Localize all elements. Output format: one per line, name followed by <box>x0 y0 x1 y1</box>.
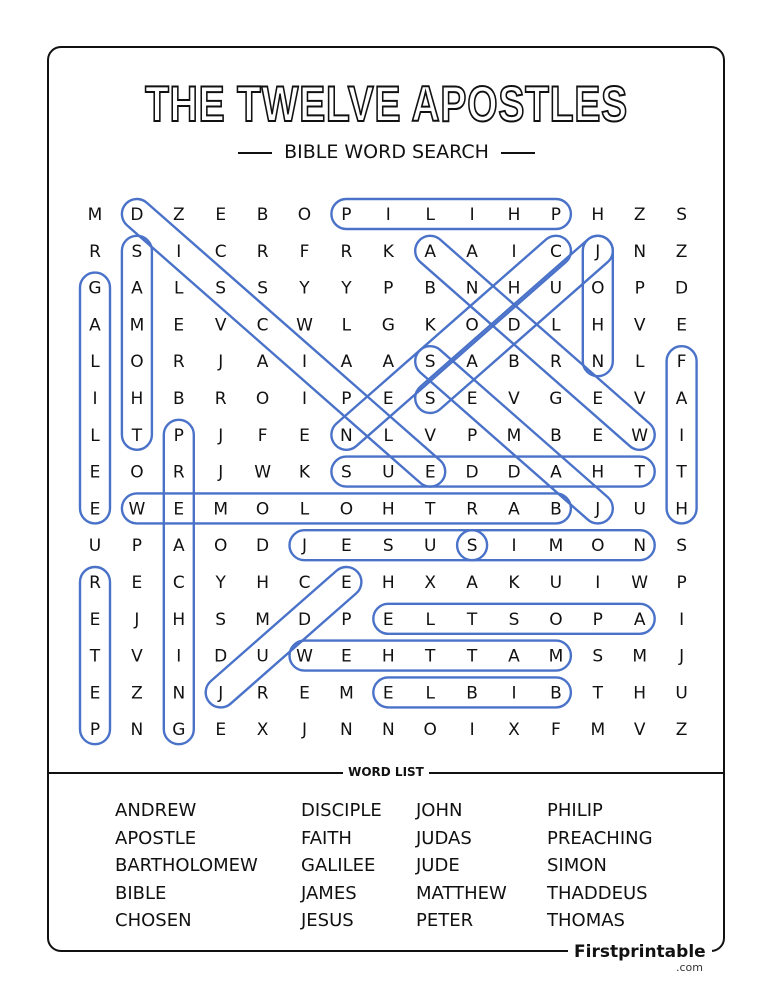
grid-letter[interactable]: H <box>172 609 186 630</box>
grid-letter[interactable]: J <box>218 462 224 483</box>
grid-letter[interactable]: W <box>128 499 146 520</box>
word-list-item: MATTHEW <box>416 882 507 904</box>
grid-letter[interactable]: H <box>591 462 605 483</box>
grid-letter[interactable]: X <box>256 720 269 741</box>
grid-letter[interactable]: S <box>341 462 352 483</box>
word-list-item: BIBLE <box>115 882 167 904</box>
grid-letter[interactable]: I <box>176 241 182 262</box>
grid-letter[interactable]: H <box>256 573 269 593</box>
grid-letter[interactable]: L <box>634 352 645 373</box>
found-word-capsule-thaddeus <box>331 457 654 487</box>
grid-letter[interactable]: R <box>89 573 101 593</box>
grid-letter[interactable]: D <box>507 315 521 336</box>
grid-letter[interactable]: O <box>297 205 312 225</box>
grid-letter[interactable]: A <box>382 352 395 373</box>
grid-letter[interactable]: P <box>341 609 352 630</box>
grid-letter[interactable]: K <box>382 241 394 262</box>
grid-letter[interactable]: I <box>511 241 517 262</box>
grid-letter[interactable]: N <box>340 425 353 446</box>
grid-letter[interactable]: R <box>214 389 227 409</box>
grid-letter[interactable]: L <box>90 352 100 373</box>
grid-letter[interactable]: Z <box>633 205 646 225</box>
grid-letter[interactable]: V <box>633 389 646 409</box>
grid-letter[interactable]: V <box>508 389 520 409</box>
grid-letter[interactable]: W <box>254 462 272 483</box>
grid-letter[interactable]: J <box>218 425 224 446</box>
grid-letter[interactable]: J <box>134 609 140 630</box>
grid-letter[interactable]: O <box>255 499 270 520</box>
grid-letter[interactable]: F <box>257 425 268 446</box>
grid-letter[interactable]: L <box>299 499 310 520</box>
grid-letter[interactable]: S <box>466 536 478 557</box>
grid-letter[interactable]: B <box>256 205 269 225</box>
grid-letter[interactable]: B <box>424 278 437 299</box>
grid-letter[interactable]: R <box>172 462 185 483</box>
grid-letter[interactable]: D <box>465 462 479 483</box>
grid-letter[interactable]: I <box>385 205 391 225</box>
grid-letter[interactable]: P <box>131 536 143 557</box>
grid-letter[interactable]: E <box>341 573 352 593</box>
grid-letter[interactable]: V <box>633 315 646 336</box>
grid-letter[interactable]: S <box>676 205 687 225</box>
grid-letter[interactable]: H <box>381 646 395 667</box>
grid-letter[interactable]: S <box>508 609 520 630</box>
grid-letter[interactable]: M <box>590 720 606 741</box>
grid-letter[interactable]: F <box>676 352 687 373</box>
grid-letter[interactable]: R <box>172 352 185 373</box>
grid-letter[interactable]: O <box>130 462 144 483</box>
grid-letter[interactable]: S <box>424 389 436 409</box>
grid-letter[interactable]: M <box>339 683 354 704</box>
grid-letter[interactable]: N <box>130 720 144 741</box>
grid-letter[interactable]: M <box>213 499 229 520</box>
word-list-item: DISCIPLE <box>301 800 382 821</box>
grid-letter[interactable]: D <box>214 646 228 667</box>
grid-letter[interactable]: B <box>172 389 185 409</box>
grid-letter[interactable]: V <box>131 646 143 667</box>
found-word-capsule-chosen <box>325 230 577 456</box>
grid-letter[interactable]: I <box>301 389 308 409</box>
grid-letter[interactable]: T <box>676 462 687 483</box>
grid-letter[interactable]: M <box>548 646 564 667</box>
grid-letter[interactable]: I <box>679 609 685 630</box>
grid-letter[interactable]: E <box>676 315 687 336</box>
grid-letter[interactable]: P <box>592 609 603 630</box>
grid-letter[interactable]: E <box>299 683 310 704</box>
grid-letter[interactable]: E <box>89 462 101 483</box>
word-list-item: PREACHING <box>547 827 653 849</box>
grid-letter[interactable]: T <box>466 609 478 630</box>
grid-letter[interactable]: R <box>340 241 353 262</box>
grid-letter[interactable]: D <box>256 536 270 557</box>
grid-letter[interactable]: U <box>633 499 646 520</box>
grid-letter[interactable]: D <box>507 462 521 483</box>
grid-letter[interactable]: W <box>296 315 313 336</box>
grid-letter[interactable]: I <box>469 205 475 225</box>
grid-letter[interactable]: R <box>256 683 269 704</box>
grid-letter[interactable]: E <box>173 315 185 336</box>
word-list-item: JESUS <box>301 910 354 931</box>
grid-letter[interactable]: J <box>301 720 308 741</box>
word-list-label: WORD LIST <box>343 765 429 779</box>
grid-letter[interactable]: J <box>595 241 601 262</box>
grid-letter[interactable]: N <box>172 683 186 704</box>
grid-letter[interactable]: C <box>172 573 185 593</box>
grid-letter[interactable]: F <box>551 720 561 741</box>
found-word-capsule-andrew <box>409 230 661 456</box>
word-list-divider <box>47 765 725 779</box>
grid-letter[interactable]: S <box>215 609 227 630</box>
found-word-capsule-philip <box>331 199 571 229</box>
grid-letter[interactable]: J <box>218 683 224 704</box>
word-list-item: JUDE <box>416 855 460 876</box>
grid-letter[interactable]: L <box>425 609 435 630</box>
grid-letter[interactable]: P <box>173 425 184 446</box>
grid-letter[interactable]: P <box>634 278 645 299</box>
grid-letter[interactable]: H <box>675 499 688 520</box>
grid-letter[interactable]: E <box>592 389 604 409</box>
grid-letter[interactable]: F <box>299 241 310 262</box>
grid-letter[interactable]: I <box>176 646 182 667</box>
grid-letter[interactable]: C <box>549 241 562 262</box>
word-list-item: JUDAS <box>416 827 472 849</box>
grid-letter[interactable]: N <box>591 352 605 373</box>
grid-letter[interactable]: I <box>469 720 475 741</box>
grid-letter[interactable]: V <box>424 425 437 446</box>
grid-letter[interactable]: B <box>508 352 520 373</box>
grid-letter[interactable]: B <box>466 683 478 704</box>
grid-letter[interactable]: J <box>218 352 224 373</box>
grid-letter[interactable]: H <box>130 389 144 409</box>
grid-letter[interactable]: A <box>508 646 520 667</box>
grid-letter[interactable]: Z <box>131 683 143 704</box>
grid-letter[interactable]: A <box>256 352 269 373</box>
grid-letter[interactable]: E <box>215 205 227 225</box>
grid-letter[interactable]: B <box>550 499 562 520</box>
word-list-item: PHILIP <box>547 800 603 821</box>
grid-letter[interactable]: O <box>591 536 605 557</box>
word-list-item: BARTHOLOMEW <box>115 855 258 876</box>
found-word-capsule-disciple <box>116 193 452 493</box>
grid-letter[interactable]: T <box>425 646 436 667</box>
grid-letter[interactable]: L <box>341 315 352 336</box>
grid-letter[interactable]: E <box>89 683 101 704</box>
word-list-column <box>115 797 258 935</box>
grid-letter[interactable]: W <box>631 573 649 593</box>
grid-letter[interactable]: P <box>676 573 687 593</box>
grid-letter[interactable]: A <box>466 241 478 262</box>
grid-letter[interactable]: R <box>466 499 479 520</box>
word-list-item: JOHN <box>416 800 463 821</box>
grid-letter[interactable]: B <box>550 683 562 704</box>
grid-letter[interactable]: A <box>550 462 562 483</box>
grid-letter[interactable]: C <box>214 241 227 262</box>
grid-letter[interactable]: P <box>341 389 352 409</box>
grid-letter[interactable]: E <box>382 609 394 630</box>
grid-letter[interactable]: A <box>508 499 520 520</box>
grid-letter[interactable]: S <box>131 241 143 262</box>
grid-letter[interactable]: W <box>631 425 649 446</box>
grid-letters <box>88 205 688 740</box>
grid-letter[interactable]: O <box>130 352 144 373</box>
brand-logo: Firstprintable <box>568 942 712 962</box>
word-list-item: JAMES <box>301 882 357 904</box>
grid-letter[interactable]: T <box>131 425 143 446</box>
grid-letter[interactable]: U <box>423 536 437 557</box>
grid-letter[interactable]: V <box>633 720 646 741</box>
grid-letter[interactable]: N <box>633 536 647 557</box>
grid-letter[interactable]: U <box>382 462 395 483</box>
grid-letter[interactable]: X <box>424 573 437 593</box>
grid-letter[interactable]: C <box>298 573 311 593</box>
grid-letter[interactable]: L <box>383 425 394 446</box>
grid-letter[interactable]: H <box>381 573 395 593</box>
word-list-heading <box>47 764 725 780</box>
grid-letter[interactable]: O <box>465 315 479 336</box>
word-list-item: THADDEUS <box>547 882 648 904</box>
grid-letter[interactable]: H <box>507 278 521 299</box>
grid-letter[interactable]: A <box>466 573 478 593</box>
grid-letter[interactable]: E <box>382 389 394 409</box>
grid-letter[interactable]: A <box>633 609 646 630</box>
grid-letter[interactable]: E <box>592 425 604 446</box>
grid-letter[interactable]: U <box>256 646 269 667</box>
grid-letter[interactable]: O <box>549 609 563 630</box>
grid-letter[interactable]: P <box>383 278 394 299</box>
grid-letter[interactable]: S <box>257 278 268 299</box>
grid-letter[interactable]: D <box>297 609 312 630</box>
page-title: THE TWELVE APOSTLES <box>145 76 628 132</box>
grid-letter[interactable]: U <box>675 683 688 704</box>
grid-letter[interactable]: L <box>425 205 435 225</box>
word-list-item: ANDREW <box>115 800 197 821</box>
grid-letter[interactable]: U <box>549 573 563 593</box>
word-list-column <box>547 797 653 935</box>
found-word-capsule-thomas <box>122 236 152 450</box>
grid-letter[interactable]: U <box>88 536 102 557</box>
word-list-item: CHOSEN <box>115 910 192 931</box>
grid-letter[interactable]: Y <box>341 278 352 299</box>
grid-letter[interactable]: E <box>131 573 143 593</box>
word-list-column <box>301 797 382 935</box>
grid-letter[interactable]: Y <box>215 573 226 593</box>
grid-letter[interactable]: A <box>424 241 437 262</box>
grid-letter[interactable]: A <box>172 536 185 557</box>
grid-letter[interactable]: I <box>679 425 685 446</box>
grid-letter[interactable]: M <box>632 646 648 667</box>
word-list-item: THOMAS <box>547 910 625 931</box>
grid-letter[interactable]: H <box>591 315 605 336</box>
grid-letter[interactable]: L <box>90 425 100 446</box>
grid-letter[interactable]: S <box>215 278 227 299</box>
grid-letter[interactable]: W <box>296 646 313 667</box>
grid-letter[interactable]: A <box>466 352 478 373</box>
grid-letter[interactable]: L <box>551 315 561 336</box>
grid-letter[interactable]: G <box>381 315 395 336</box>
grid-letter[interactable]: O <box>423 720 437 741</box>
grid-letter[interactable]: I <box>301 352 308 373</box>
grid-letter[interactable]: L <box>425 683 435 704</box>
grid-letter[interactable]: G <box>549 389 563 409</box>
grid-letter[interactable]: P <box>341 205 352 225</box>
grid-letter[interactable]: N <box>381 720 395 741</box>
grid-letter[interactable]: H <box>507 205 521 225</box>
grid-letter[interactable]: Z <box>675 241 688 262</box>
grid-letter[interactable]: D <box>130 205 144 225</box>
grid-letter[interactable]: E <box>382 683 394 704</box>
grid-letter[interactable]: Z <box>172 205 185 225</box>
grid-letter[interactable]: E <box>341 536 352 557</box>
grid-letter[interactable]: E <box>424 462 436 483</box>
grid-letter[interactable]: E <box>215 720 227 741</box>
grid-letter[interactable]: A <box>89 315 101 336</box>
grid-letter[interactable]: O <box>591 278 605 299</box>
word-list-column <box>416 797 507 935</box>
word-list-item: SIMON <box>547 855 607 876</box>
word-list-item: PETER <box>416 910 474 931</box>
grid-letter[interactable]: G <box>88 278 102 299</box>
grid-letter[interactable]: K <box>298 462 311 483</box>
grid-letter[interactable]: B <box>550 425 562 446</box>
grid-letter[interactable]: S <box>676 536 687 557</box>
grid-letter[interactable]: P <box>466 425 478 446</box>
grid-letter[interactable]: I <box>92 389 98 409</box>
grid-letter[interactable]: R <box>256 241 269 262</box>
grid-letter[interactable]: G <box>172 720 186 741</box>
grid-letter[interactable]: N <box>633 241 647 262</box>
grid-letter[interactable]: Z <box>675 720 688 741</box>
grid-letter[interactable]: R <box>89 241 101 262</box>
grid-letter[interactable]: K <box>424 315 436 336</box>
grid-letter[interactable]: J <box>301 536 308 557</box>
grid-letter[interactable]: T <box>89 646 101 667</box>
grid-letter[interactable]: S <box>592 646 604 667</box>
grid-letter[interactable]: E <box>466 389 478 409</box>
grid-letter[interactable]: O <box>255 389 270 409</box>
grid-letter[interactable]: E <box>299 425 310 446</box>
grid-letter[interactable]: P <box>550 205 562 225</box>
grid-letter[interactable]: E <box>173 499 185 520</box>
grid-letter[interactable]: P <box>89 720 101 741</box>
grid-letter[interactable]: A <box>340 352 353 373</box>
grid-letter[interactable]: T <box>466 646 478 667</box>
grid-letter[interactable]: J <box>595 499 601 520</box>
grid-letter[interactable]: T <box>634 462 645 483</box>
grid-letter[interactable]: H <box>633 683 647 704</box>
grid-letter[interactable]: S <box>424 352 436 373</box>
grid-letter[interactable]: I <box>511 683 517 704</box>
grid-letter[interactable]: E <box>89 499 101 520</box>
grid-letter[interactable]: E <box>341 646 352 667</box>
grid-letter[interactable]: J <box>679 646 685 667</box>
grid-letter[interactable]: M <box>87 205 103 225</box>
word-list-item: GALILEE <box>301 855 376 876</box>
grid-letter[interactable]: I <box>511 536 517 557</box>
grid-letter[interactable]: T <box>592 683 603 704</box>
grid-letter[interactable]: H <box>591 205 605 225</box>
grid-letter[interactable]: M <box>548 536 564 557</box>
grid-letter[interactable]: S <box>382 536 394 557</box>
subtitle-text: BIBLE WORD SEARCH <box>284 141 489 163</box>
grid-letter[interactable]: L <box>174 278 184 299</box>
brand-domain: .com <box>676 961 703 974</box>
grid-letter[interactable]: R <box>549 352 562 373</box>
grid-letter[interactable]: Y <box>299 278 310 299</box>
grid-letter[interactable]: O <box>339 499 354 520</box>
grid-letter[interactable]: I <box>595 573 601 593</box>
word-list-item: FAITH <box>301 827 352 849</box>
grid-letter[interactable]: N <box>465 278 479 299</box>
grid-letter[interactable]: E <box>89 609 101 630</box>
grid-letter[interactable]: M <box>255 609 270 630</box>
grid-letter[interactable]: A <box>675 389 688 409</box>
grid-letter[interactable]: M <box>129 315 145 336</box>
grid-letter[interactable]: X <box>508 720 520 741</box>
word-list-item: APOSTLE <box>115 827 197 849</box>
grid-letter[interactable]: M <box>506 425 522 446</box>
grid-letter[interactable]: O <box>214 536 228 557</box>
grid-letter[interactable]: V <box>214 315 227 336</box>
grid-letter[interactable]: A <box>131 278 143 299</box>
grid-letter[interactable]: D <box>675 278 689 299</box>
grid-letter[interactable]: N <box>340 720 353 741</box>
grid-letter[interactable]: U <box>549 278 563 299</box>
grid-letter[interactable]: H <box>381 499 395 520</box>
grid-letter[interactable]: T <box>425 499 436 520</box>
grid-letter[interactable]: C <box>256 315 269 336</box>
grid-letter[interactable]: K <box>508 573 520 593</box>
